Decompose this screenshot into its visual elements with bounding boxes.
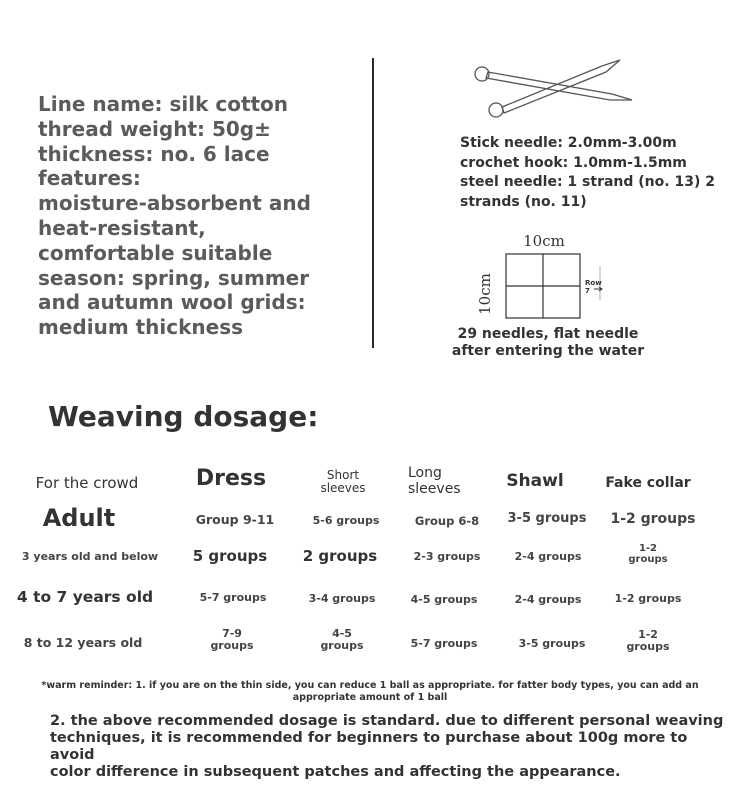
tool-sizes (460, 134, 740, 212)
header-short-sleeves: Short sleeves (320, 468, 366, 495)
adult-short: 5-6 groups (312, 514, 380, 527)
8-12yrs-dress: 7-9 groups (210, 627, 254, 652)
warm-reminder: *warm reminder: 1. if you are on the thin side, you can reduce 1 ball as appropriate. for fatter body types, you can add an appropriate amount of 1 ball (41, 680, 699, 703)
row-label-4-7yrs: 4 to 7 years old (16, 588, 154, 606)
steel-needle-size-cont: strands (no. 11) (460, 193, 587, 210)
vertical-divider (372, 58, 374, 348)
stick-needle-size: Stick needle: 2.0mm-3.00m (460, 135, 677, 151)
spec-line: medium thickness (38, 315, 244, 340)
adult-long: Group 6-8 (414, 514, 480, 528)
spec-line: season: spring, summer (38, 265, 310, 290)
gauge-height-label: 10cm (476, 273, 494, 315)
dosage-title: Weaving dosage: (48, 400, 319, 433)
knitting-needles-icon (462, 56, 642, 126)
8-12yrs-short: 4-5 groups (320, 627, 364, 652)
spec-line: features: (38, 166, 141, 191)
3yrs-short: 2 groups (302, 547, 378, 565)
header-fake-collar: Fake collar (605, 475, 691, 491)
adult-dress: Group 9-11 (195, 512, 275, 527)
3yrs-shawl: 2-4 groups (514, 550, 582, 563)
4-7yrs-dress: 5-7 groups (199, 591, 267, 604)
3yrs-dress: 5 groups (192, 547, 268, 565)
gauge-note: 29 needles, flat needle after entering the water (451, 326, 645, 359)
dosage-note: 2. the above recommended dosage is standard. due to different personal weaving techniques, it is recommended for beginners to purchase about 100g more to avoid color difference in subsequent patches and affecting the appearance. (50, 713, 724, 780)
gauge-row-label: Row 7 (585, 279, 602, 295)
spec-line: thread weight: 50g± (38, 116, 271, 141)
gauge-width-label: 10cm (523, 232, 565, 250)
spec-line: thickness: no. 6 lace (38, 141, 270, 166)
4-7yrs-long: 4-5 groups (410, 593, 478, 606)
spec-line: heat-resistant, (38, 215, 206, 240)
3yrs-collar: 1-2 groups (628, 543, 668, 565)
header-shawl: Shawl (506, 471, 564, 491)
8-12yrs-shawl: 3-5 groups (518, 637, 586, 650)
spec-line: comfortable suitable (38, 240, 273, 265)
row-label-8-12yrs: 8 to 12 years old (23, 635, 143, 650)
spec-line: Line name: silk cotton (38, 92, 289, 116)
adult-shawl: 3-5 groups (507, 511, 587, 526)
yarn-spec-block (38, 92, 358, 340)
gauge-square-icon (500, 250, 620, 322)
8-12yrs-collar: 1-2 groups (626, 628, 670, 653)
header-long-sleeves: Long sleeves (408, 465, 461, 497)
4-7yrs-shawl: 2-4 groups (514, 593, 582, 606)
3yrs-long: 2-3 groups (413, 550, 481, 563)
spec-line: and autumn wool grids: (38, 290, 306, 315)
adult-collar: 1-2 groups (610, 511, 696, 527)
steel-needle-size: steel needle: 1 strand (no. 13) 2 (460, 174, 715, 190)
row-label-adult: Adult (42, 504, 116, 532)
header-dress: Dress (195, 466, 267, 491)
4-7yrs-collar: 1-2 groups (614, 592, 682, 605)
row-label-3yrs: 3 years old and below (21, 550, 159, 563)
spec-line: moisture-absorbent and (38, 191, 311, 216)
header-crowd: For the crowd (35, 474, 139, 492)
8-12yrs-long: 5-7 groups (410, 637, 478, 650)
crochet-hook-size: crochet hook: 1.0mm-1.5mm (460, 154, 687, 171)
4-7yrs-short: 3-4 groups (308, 592, 376, 605)
